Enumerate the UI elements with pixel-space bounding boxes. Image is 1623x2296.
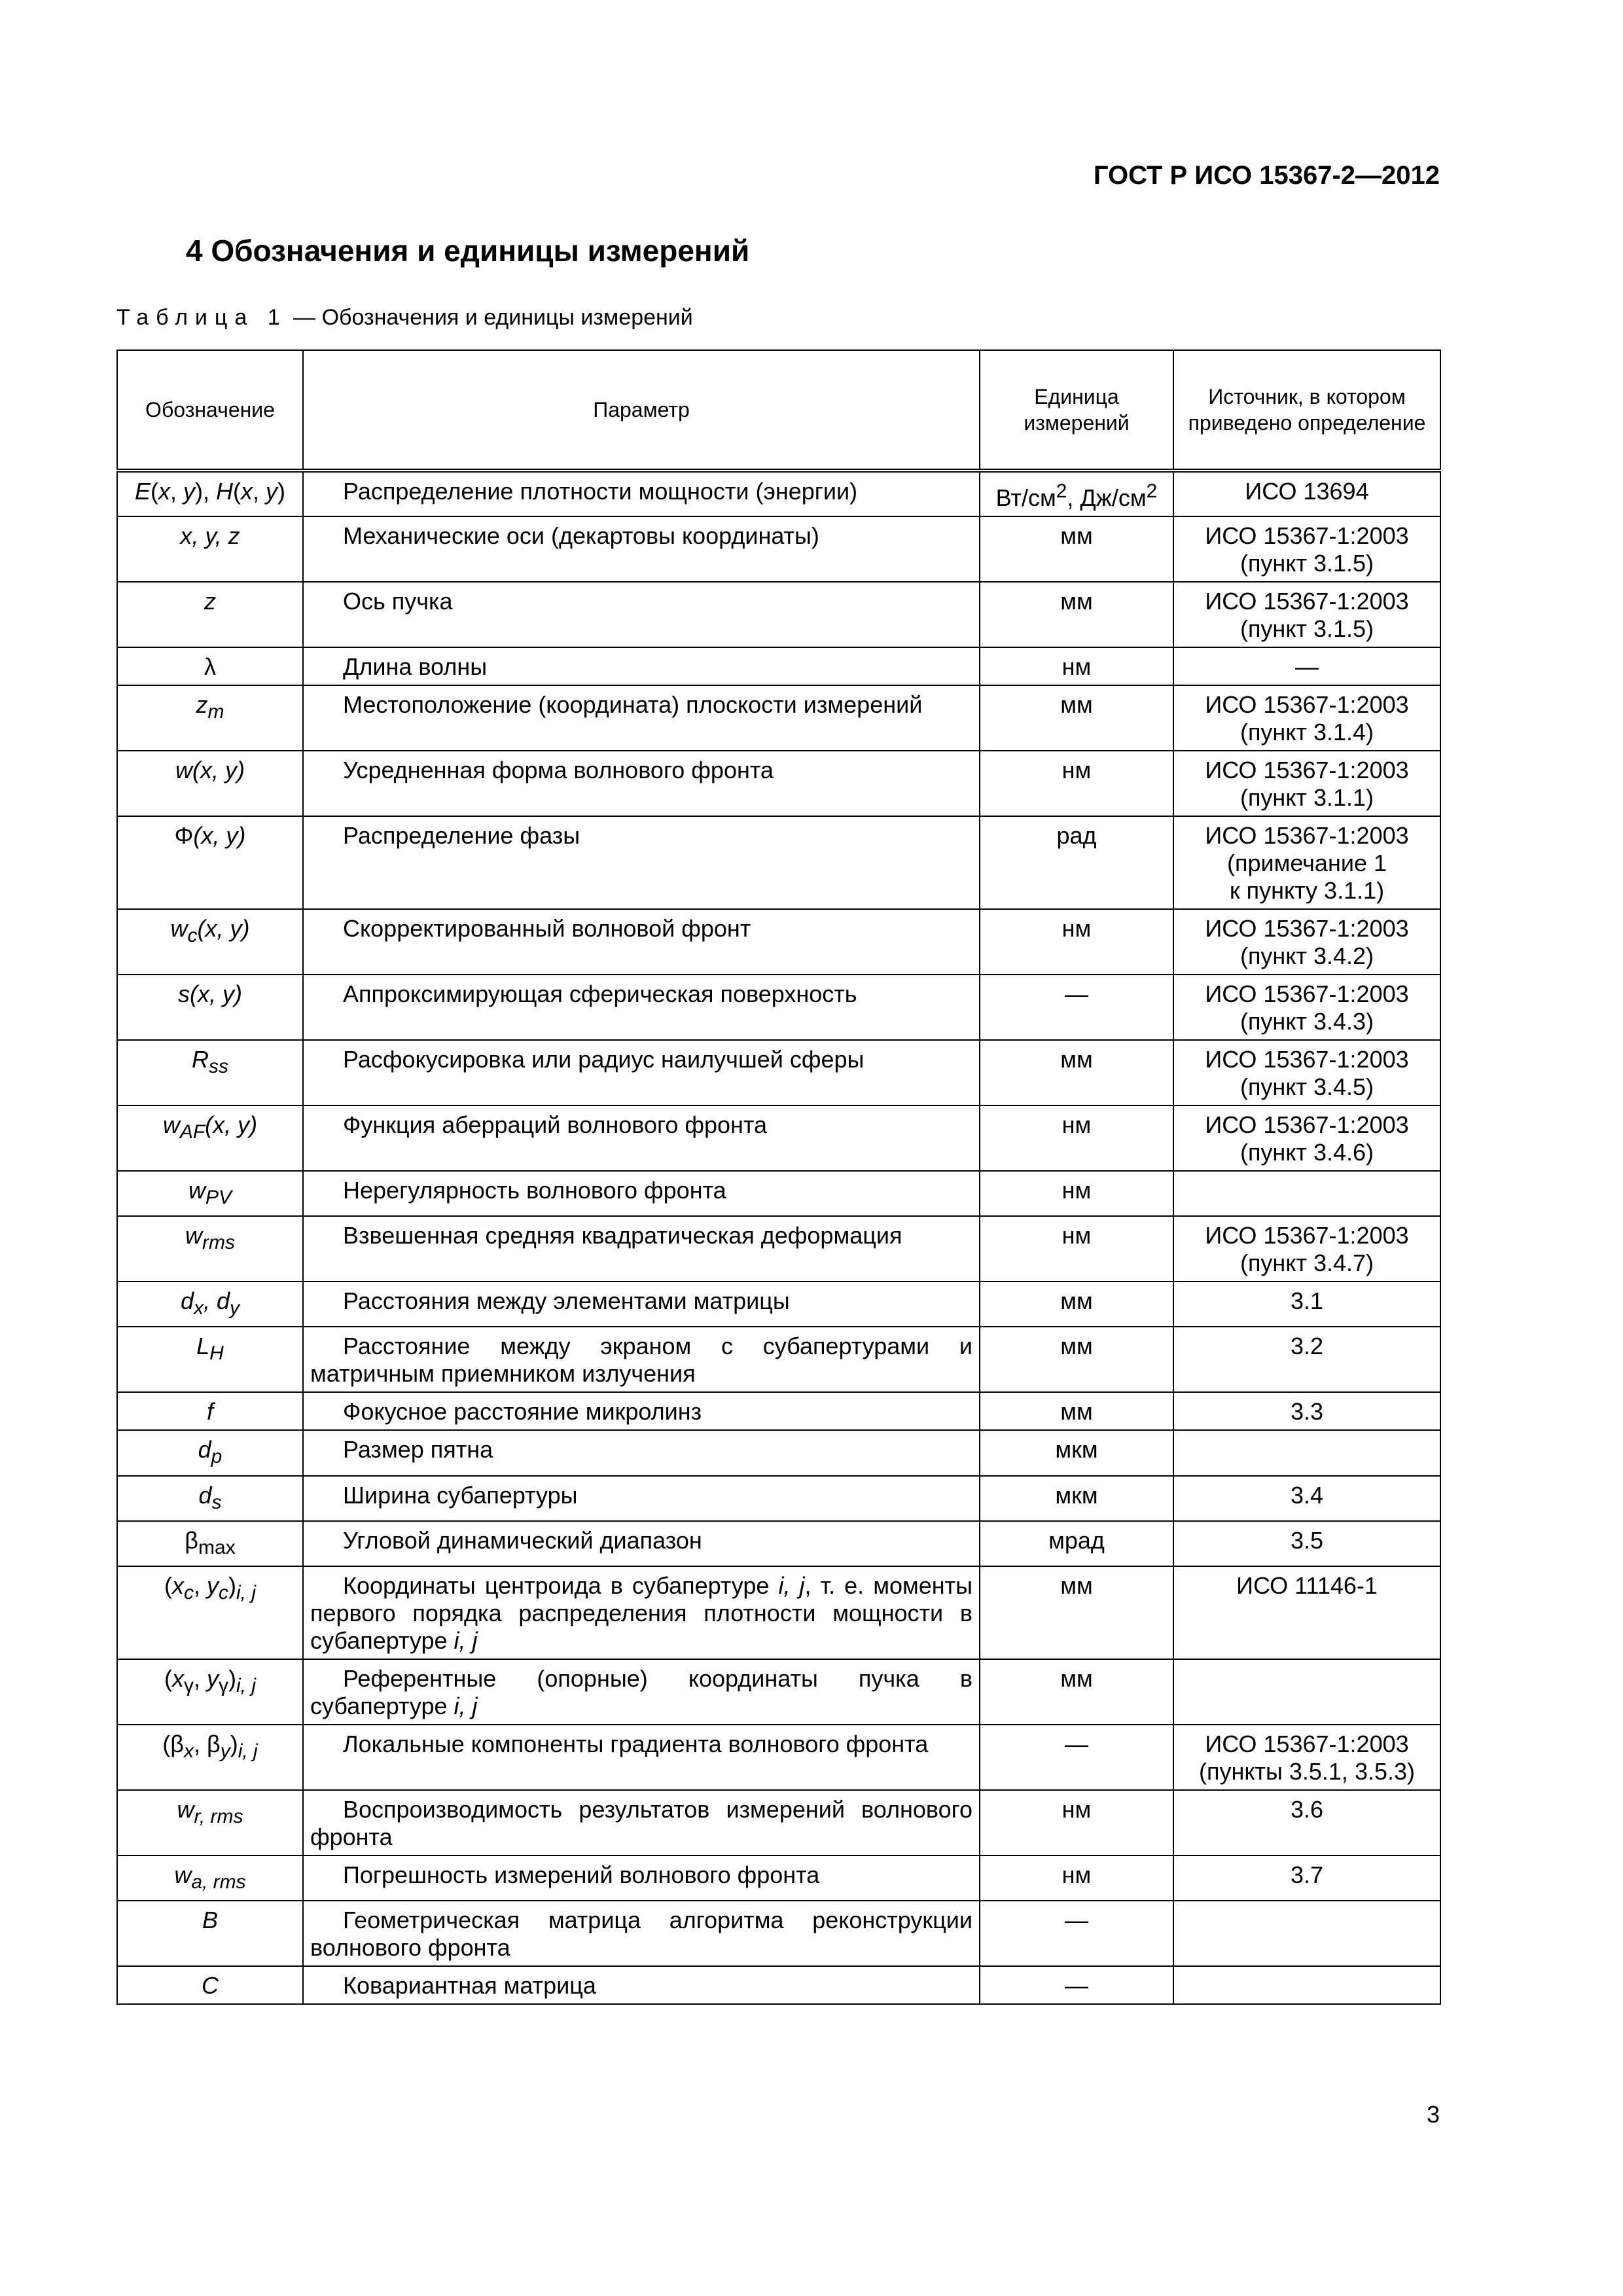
- parameter-cell: Расстояние между экраном с субапертурами и матричным приемником излучения: [303, 1327, 980, 1392]
- source-line: (пункты 3.5.1, 3.5.3): [1198, 1757, 1415, 1785]
- source-cell: 3.3: [1173, 1392, 1440, 1430]
- parameter-cell: Местоположение (координата) плоскости измерений: [303, 685, 980, 751]
- source-cell: 3.5: [1173, 1521, 1440, 1566]
- table-row: [117, 1392, 1440, 1430]
- symbol-cell: [117, 1856, 303, 1901]
- table-row: [117, 1521, 1440, 1566]
- unit-cell: —: [980, 1966, 1173, 2004]
- parameter-cell: Ширина субапертуры: [303, 1476, 980, 1521]
- source-line: к пункту 3.1.1): [1229, 877, 1385, 904]
- symbol-cell: [117, 1040, 303, 1105]
- parameter-cell: Длина волны: [303, 647, 980, 685]
- unit-cell: мм: [980, 685, 1173, 751]
- symbol-subscript: PV: [205, 1187, 232, 1209]
- source-cell: [1173, 1216, 1440, 1282]
- symbol-cell: [117, 816, 303, 909]
- source-cell: [1173, 1040, 1440, 1105]
- document-id: ГОСТ Р ИСО 15367-2—2012: [1093, 161, 1440, 190]
- parameter-cell: [303, 1659, 980, 1725]
- parameter-text: Референтные (опорные) координаты пучка в субапертуре: [310, 1664, 972, 1719]
- table-caption-label: Таблица 1: [116, 305, 287, 330]
- source-cell: [1173, 1659, 1440, 1725]
- table-row: [117, 1430, 1440, 1475]
- parameter-cell: Геометрическая матрица алгоритма реконструкции волнового фронта: [303, 1901, 980, 1966]
- source-cell: [1173, 1966, 1440, 2004]
- parameter-cell: Ось пучка: [303, 582, 980, 647]
- unit-cell: мрад: [980, 1521, 1173, 1566]
- table-row: [117, 1476, 1440, 1521]
- symbol-base: R: [192, 1046, 209, 1073]
- unit-cell: нм: [980, 647, 1173, 685]
- table-row: [117, 1725, 1440, 1790]
- parameter-cell: Распределение плотности мощности (энергии): [303, 471, 980, 516]
- source-cell: [1173, 975, 1440, 1040]
- symbol-cell: B: [117, 1901, 303, 1966]
- unit-cell: мкм: [980, 1430, 1173, 1475]
- symbol-base: w: [185, 1222, 202, 1249]
- unit-cell: $Вт/см^2$, $Дж/см^2$: [980, 471, 1173, 516]
- table-row: [117, 685, 1440, 751]
- table-row: [117, 1040, 1440, 1105]
- symbol-cell: [117, 685, 303, 751]
- source-line: (пункт 3.4.3): [1240, 1008, 1374, 1035]
- symbol-cell: λ: [117, 647, 303, 685]
- header-symbol: Обозначение: [117, 350, 303, 471]
- table-row: [117, 1901, 1440, 1966]
- source-line: ИСО 15367-1:2003: [1205, 980, 1409, 1007]
- symbol-cell: [117, 1216, 303, 1282]
- source-cell: [1173, 816, 1440, 909]
- source-line: (пункт 3.1.4): [1240, 719, 1374, 745]
- symbol-subscript: AF: [179, 1121, 205, 1143]
- parameter-cell: Механические оси (декартовы координаты): [303, 516, 980, 582]
- source-line: ИСО 15367-1:2003: [1205, 691, 1409, 718]
- symbol-args: (x, y): [190, 980, 242, 1007]
- symbol-cell: C: [117, 1966, 303, 2004]
- source-cell: 3.6: [1173, 1790, 1440, 1856]
- source-cell: ИСО 11146-1: [1173, 1566, 1440, 1659]
- symbol-cell: ($\beta_x$, $\beta_y)_{i, j}$: [117, 1725, 303, 1790]
- symbol-subscript: r, rms: [194, 1806, 243, 1828]
- symbol-cell: E(x, y), H(x, y): [117, 471, 303, 516]
- source-cell: [1173, 582, 1440, 647]
- symbol-base: β: [185, 1526, 199, 1554]
- symbol-args: (x, y): [192, 757, 245, 783]
- symbol-args: (x, y): [197, 915, 250, 942]
- symbol-cell: ($x_\gamma$, $y_\gamma)_{i, j}$: [117, 1659, 303, 1725]
- table-row: [117, 1282, 1440, 1327]
- source-line: (пункт 3.4.6): [1240, 1139, 1374, 1166]
- parameter-cell: Нерегулярность волнового фронта: [303, 1171, 980, 1216]
- unit-cell: нм: [980, 1171, 1173, 1216]
- symbol-cell: [117, 909, 303, 975]
- parameter-cell: [303, 1566, 980, 1659]
- table-row: [117, 1966, 1440, 2004]
- source-cell: [1173, 751, 1440, 816]
- unit-cell: мм: [980, 516, 1173, 582]
- symbol-base: w: [188, 1177, 205, 1204]
- parameter-cell: Размер пятна: [303, 1430, 980, 1475]
- source-cell: [1173, 1171, 1440, 1216]
- symbols-table: [116, 350, 1441, 2005]
- unit-cell: нм: [980, 1216, 1173, 1282]
- source-cell: 3.7: [1173, 1856, 1440, 1901]
- parameter-cell: Скорректированный волновой фронт: [303, 909, 980, 975]
- symbol-subscript: s: [211, 1491, 222, 1513]
- table-row: [117, 1790, 1440, 1856]
- table-row: [117, 1856, 1440, 1901]
- table-row: [117, 647, 1440, 685]
- parameter-cell: Воспроизводимость результатов измерений волнового фронта: [303, 1790, 980, 1856]
- source-line: (примечание 1: [1226, 850, 1387, 876]
- source-line: ИСО 15367-1:2003: [1205, 822, 1409, 849]
- symbol-cell: z: [117, 582, 303, 647]
- source-line: (пункт 3.1.1): [1240, 784, 1374, 811]
- section-title: 4 Обозначения и единицы измерений: [186, 234, 750, 268]
- table-header-row: [117, 350, 1440, 471]
- symbol-args: (x, y): [193, 822, 246, 849]
- symbol-subscript: c: [187, 925, 198, 947]
- symbol-cell: [117, 751, 303, 816]
- symbol-base: L: [196, 1333, 210, 1360]
- source-line: ИСО 15367-1:2003: [1205, 1730, 1409, 1757]
- parameter-cell: Погрешность измерений волнового фронта: [303, 1856, 980, 1901]
- parameter-index: i, j: [454, 1692, 478, 1719]
- table-row: [117, 975, 1440, 1040]
- unit-cell: —: [980, 975, 1173, 1040]
- symbol-base: s: [178, 980, 190, 1007]
- table-row: [117, 1216, 1440, 1282]
- symbol-base: z: [196, 691, 208, 718]
- source-cell: —: [1173, 647, 1440, 685]
- source-cell: ИСО 13694: [1173, 471, 1440, 516]
- source-cell: 3.2: [1173, 1327, 1440, 1392]
- source-line: ИСО 15367-1:2003: [1205, 588, 1409, 615]
- symbol-cell: [117, 1327, 303, 1392]
- table-row: [117, 1566, 1440, 1659]
- unit-cell: —: [980, 1901, 1173, 1966]
- symbol-subscript: max: [198, 1536, 236, 1558]
- source-cell: [1173, 516, 1440, 582]
- source-cell: [1173, 1105, 1440, 1171]
- source-line: ИСО 15367-1:2003: [1205, 757, 1409, 783]
- symbol-cell: [117, 975, 303, 1040]
- unit-cell: мм: [980, 1566, 1173, 1659]
- source-line: ИСО 15367-1:2003: [1205, 522, 1409, 549]
- source-cell: 3.4: [1173, 1476, 1440, 1521]
- parameter-cell: Функция аберраций волнового фронта: [303, 1105, 980, 1171]
- table-row: [117, 471, 1440, 516]
- parameter-cell: Расстояния между элементами матрицы: [303, 1282, 980, 1327]
- table-row: [117, 1171, 1440, 1216]
- unit-cell: нм: [980, 1790, 1173, 1856]
- source-line: (пункт 3.1.5): [1240, 615, 1374, 642]
- unit-cell: мкм: [980, 1476, 1173, 1521]
- symbol-cell: x, y, z: [117, 516, 303, 582]
- symbol-base: w: [170, 915, 188, 942]
- symbol-subscript: rms: [202, 1232, 235, 1254]
- symbol-cell: [117, 1430, 303, 1475]
- parameter-index: i, j: [454, 1626, 478, 1654]
- parameter-text: Координаты центроида в субапертуре: [343, 1571, 779, 1599]
- table-row: [117, 751, 1440, 816]
- symbol-cell: $d_x$, $d_y$: [117, 1282, 303, 1327]
- parameter-cell: Усредненная форма волнового фронта: [303, 751, 980, 816]
- symbol-subscript: H: [209, 1342, 224, 1365]
- unit-cell: мм: [980, 1040, 1173, 1105]
- symbol-cell: ($x_c$, $y_c)_{i, j}$: [117, 1566, 303, 1659]
- symbol-cell: [117, 1476, 303, 1521]
- table-row: [117, 1327, 1440, 1392]
- symbol-subscript: p: [211, 1446, 223, 1468]
- page-number: 3: [1426, 2101, 1440, 2128]
- unit-cell: —: [980, 1725, 1173, 1790]
- symbol-base: w: [177, 1795, 194, 1823]
- symbol-subscript: a, rms: [191, 1871, 246, 1893]
- unit-part: Вт/см: [995, 484, 1056, 511]
- unit-part: , Дж/см: [1067, 484, 1147, 511]
- table-row: [117, 816, 1440, 909]
- table-row: [117, 1105, 1440, 1171]
- parameter-text: , т. е. моменты первого порядка распределения плотности мощности в субапертуре: [310, 1571, 973, 1654]
- header-unit: Единица измерений: [980, 350, 1173, 471]
- symbol-base: d: [198, 1481, 212, 1509]
- symbol-cell: [117, 1521, 303, 1566]
- table-caption-text: — Обозначения и единицы измерений: [287, 305, 693, 330]
- source-line: (пункт 3.4.7): [1240, 1249, 1374, 1277]
- header-parameter: Параметр: [303, 350, 980, 471]
- symbol-base: w: [162, 1111, 180, 1138]
- unit-cell: мм: [980, 1659, 1173, 1725]
- table-row: [117, 909, 1440, 975]
- symbol-subscript: m: [207, 701, 224, 723]
- parameter-cell: Аппроксимирующая сферическая поверхность: [303, 975, 980, 1040]
- source-cell: [1173, 1901, 1440, 1966]
- symbol-base: w: [175, 757, 192, 783]
- symbol-cell: [117, 1105, 303, 1171]
- unit-cell: мм: [980, 582, 1173, 647]
- unit-cell: мм: [980, 1392, 1173, 1430]
- unit-cell: нм: [980, 751, 1173, 816]
- source-cell: [1173, 685, 1440, 751]
- unit-cell: нм: [980, 909, 1173, 975]
- parameter-cell: Распределение фазы: [303, 816, 980, 909]
- source-cell: [1173, 1430, 1440, 1475]
- parameter-cell: Локальные компоненты градиента волнового фронта: [303, 1725, 980, 1790]
- source-line: ИСО 15367-1:2003: [1205, 1222, 1409, 1249]
- symbol-base: Φ: [174, 822, 194, 849]
- unit-cell: мм: [980, 1282, 1173, 1327]
- symbol-args: (x, y): [205, 1111, 258, 1138]
- symbol-base: w: [174, 1861, 192, 1888]
- parameter-cell: Фокусное расстояние микролинз: [303, 1392, 980, 1430]
- unit-cell: мм: [980, 1327, 1173, 1392]
- table-row: [117, 1659, 1440, 1725]
- parameter-cell: Ковариантная матрица: [303, 1966, 980, 2004]
- parameter-cell: Расфокусировка или радиус наилучшей сферы: [303, 1040, 980, 1105]
- source-line: (пункт 3.4.5): [1240, 1073, 1374, 1100]
- header-source: Источник, в котором приведено определение: [1173, 350, 1440, 471]
- table-row: [117, 516, 1440, 582]
- source-cell: [1173, 1725, 1440, 1790]
- source-line: (пункт 3.1.5): [1240, 550, 1374, 577]
- source-line: ИСО 15367-1:2003: [1205, 1046, 1409, 1073]
- symbol-base: d: [198, 1436, 211, 1463]
- parameter-index: i, j: [778, 1571, 805, 1599]
- source-line: ИСО 15367-1:2003: [1205, 1111, 1409, 1138]
- table-caption: [116, 305, 693, 331]
- parameter-cell: Угловой динамический диапазон: [303, 1521, 980, 1566]
- symbol-subscript: ss: [209, 1056, 228, 1078]
- source-cell: 3.1: [1173, 1282, 1440, 1327]
- symbol-cell: [117, 1790, 303, 1856]
- source-line: (пункт 3.4.2): [1240, 942, 1374, 969]
- parameter-cell: Взвешенная средняя квадратическая деформация: [303, 1216, 980, 1282]
- symbol-cell: [117, 1171, 303, 1216]
- unit-cell: нм: [980, 1856, 1173, 1901]
- source-line: ИСО 15367-1:2003: [1205, 915, 1409, 942]
- symbol-cell: f: [117, 1392, 303, 1430]
- unit-cell: нм: [980, 1105, 1173, 1171]
- source-cell: [1173, 909, 1440, 975]
- unit-cell: рад: [980, 816, 1173, 909]
- table-row: [117, 582, 1440, 647]
